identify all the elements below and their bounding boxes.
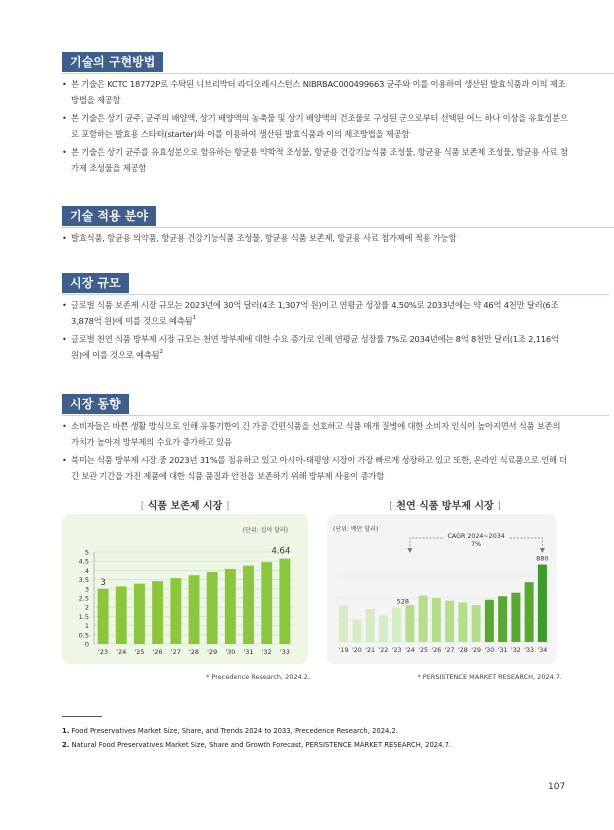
x-tick-label: '27 <box>170 648 181 656</box>
footnote-text: Food Preservatives Market Size, Share, and Trends 2024 to 2033, Precedence Research, 2024.2. <box>71 727 399 735</box>
x-tick-label: '20 <box>352 647 362 654</box>
chart-unit-label: (단위: 백만 달러) <box>333 526 379 533</box>
footnote-text: Natural Food Preservatives Market Size, Share and Growth Forecast, PERSISTENCE MARKET RESEARCH, 2024.7. <box>71 741 452 749</box>
bar <box>352 620 361 642</box>
bar <box>432 598 441 642</box>
y-tick-label: 1 <box>84 622 89 631</box>
bar <box>339 605 348 642</box>
bar <box>261 562 272 644</box>
x-tick-label: '33 <box>524 647 534 654</box>
implementation-list <box>62 76 568 178</box>
footnote-number: 1. <box>62 727 70 735</box>
market-size-list <box>62 297 568 365</box>
bar <box>405 605 414 642</box>
bar <box>279 559 290 644</box>
list-item-text: 글로벌 식품 보존제 시장 규모는 2023년에 30억 달러(4조 1,307억 원)이고 연평균 성장률 4.50%로 2033년에는 약 46억 4천만 달러(6조 3,878억 원)에 이를 것으로 예측됨 <box>71 300 559 326</box>
section-title-market-trend: 시장 동향 <box>62 394 129 414</box>
x-tick-label: '23 <box>98 648 109 656</box>
bar-chart-preservatives <box>62 514 308 664</box>
chart-title-text: 식품 보존제 시장 <box>147 501 223 512</box>
chart-title-natural: [ 천연 식품 방부제 시장 ] <box>389 501 501 512</box>
application-list <box>62 230 568 248</box>
list-item: • 본 기술은 KCTC 18772P로 수탁된 니브리박터 라디오레시스턴스 NIBRBAC000499663 균주와 이를 이용하여 생산된 발효식품과 이의 제조방법을 제공함 <box>62 76 568 108</box>
data-label: 3 <box>100 577 106 588</box>
x-tick-label: '24 <box>116 648 127 656</box>
page-number: 107 <box>548 782 566 792</box>
chart-source-natural: * PERSISTENCE MARKET RESEARCH, 2024.7. <box>417 673 562 681</box>
data-label: 880 <box>536 554 549 563</box>
x-tick-label: '33 <box>279 648 290 656</box>
bar <box>189 575 200 644</box>
y-tick-label: 3 <box>84 585 89 594</box>
x-tick-label: '25 <box>134 648 145 656</box>
y-tick-label: 2.5 <box>78 594 89 603</box>
footnote-ref: 1 <box>192 315 196 321</box>
footnote-ref: 2 <box>159 349 163 355</box>
x-tick-label: '31 <box>497 647 508 654</box>
x-tick-label: '34 <box>537 647 548 654</box>
chart-title-preservatives: [ 식품 보존제 시장 ] <box>140 501 230 512</box>
cagr-value: 7% <box>471 541 482 548</box>
bar <box>538 565 547 642</box>
list-item <box>62 331 568 363</box>
x-tick-label: '29 <box>471 647 481 654</box>
section-title-application: 기술 적용 분야 <box>62 206 156 226</box>
footnote-number: 2. <box>62 741 70 749</box>
bar <box>134 584 145 644</box>
x-tick-label: '31 <box>243 648 254 656</box>
list-item: • 발효식품, 항균용 의약품, 항균용 건강기능식품 조성물, 항균용 식품 보존제, 항균용 사료 첨가제에 적용 가능함 <box>62 230 568 246</box>
bar <box>152 581 163 644</box>
footnote-2 <box>62 741 451 749</box>
x-tick-label: '30 <box>225 648 236 656</box>
bar <box>170 578 181 644</box>
bar-chart-natural <box>327 514 557 664</box>
y-tick-label: 4 <box>84 566 89 575</box>
list-item <box>62 297 568 329</box>
y-tick-label: 1.5 <box>78 612 89 621</box>
bar <box>472 605 481 642</box>
y-tick-label: 0.5 <box>78 631 89 640</box>
x-tick-label: '23 <box>391 647 402 654</box>
bar <box>445 601 454 642</box>
market-trend-list <box>62 418 568 486</box>
data-label: 4.64 <box>271 546 291 557</box>
bar <box>525 582 534 642</box>
x-tick-label: '28 <box>188 648 200 656</box>
x-tick-label: '21 <box>365 647 375 654</box>
data-label: 528 <box>396 597 410 606</box>
x-tick-label: '26 <box>152 648 163 656</box>
section-title-implementation: 기술의 구현방법 <box>62 52 163 72</box>
x-tick-label: '27 <box>444 647 455 654</box>
bar <box>458 602 467 642</box>
x-tick-label: '28 <box>458 647 468 654</box>
x-tick-label: '22 <box>378 647 389 654</box>
x-tick-label: '32 <box>261 648 272 656</box>
footnote-divider <box>62 716 102 717</box>
section-title-market-size: 시장 규모 <box>62 273 129 293</box>
bar <box>98 589 109 644</box>
list-item: • 본 기술은 상기 균주를 유효성분으로 함유하는 항균용 약학적 조성물, 항균용 건강기능식품 조성물, 항균용 식품 보존제 조성물, 항균용 사료 첨가제 조성물을 제공함 <box>62 144 568 176</box>
x-tick-label: '30 <box>484 647 495 654</box>
y-tick-label: 0 <box>84 640 89 649</box>
bar <box>419 596 428 642</box>
bar <box>379 616 388 642</box>
y-tick-label: 4.5 <box>78 557 89 566</box>
bar <box>498 596 507 642</box>
bar <box>485 600 494 642</box>
x-tick-label: '32 <box>511 647 521 654</box>
list-item: • 본 기술은 상기 균주, 균주의 배양액, 상기 배양액의 농축물 및 상기 배양액의 건조물로 구성된 군으로부터 선택된 어느 하나 이상을 유효성분으로 포함하는 발효용 스타터(starter)와 이를 이용하여 생산된 발효식품과 이의 제조방법을 제공함 <box>62 110 568 142</box>
list-item: • 소비자들은 바쁜 생활 방식으로 인해 유통기한이 긴 가공 간편식품을 선호하고 식품 매개 질병에 대한 소비자 인식이 높아지면서 식품 보존의 가치가 높아져 방부제의 수요가 증가하고 있음 <box>62 418 568 450</box>
bar <box>243 566 254 644</box>
chart-unit-label: (단위: 십억 달러) <box>242 527 288 534</box>
chart-title-text: 천연 식품 방부제 시장 <box>396 501 494 512</box>
x-tick-label: '29 <box>207 648 218 656</box>
bar <box>366 609 375 642</box>
y-tick-label: 2 <box>84 603 89 612</box>
list-item-text: 글로벌 천연 식품 방부제 시장 규모는 천연 방부제에 대한 수요 증가로 인해 연평균 성장률 7%로 2034년에는 8억 8천만 달러(1조 2,116억 원)에 이를 것으로 예측됨 <box>71 334 559 360</box>
y-tick-label: 5 <box>84 548 89 557</box>
x-tick-label: '19 <box>338 647 349 654</box>
list-item: • 북미는 식품 방부제 시장 중 2023년 31%를 점유하고 있고 아시아-태평양 시장이 가장 빠르게 성장하고 있고 또한, 온라인 식료품으로 인해 더 긴 보관 기간을 가진 제품에 대한 식품 품질과 안전을 보존하기 위해 방부제 사용이 증가함 <box>62 452 568 484</box>
bar <box>511 593 520 642</box>
y-tick-label: 3.5 <box>78 576 89 585</box>
chart-source-preservatives: * Precedence Research, 2024.2. <box>206 673 310 681</box>
cagr-arrow-right <box>540 548 545 553</box>
cagr-arrow-left <box>407 548 412 553</box>
x-tick-label: '25 <box>418 647 428 654</box>
footnote-1 <box>62 727 398 735</box>
bar <box>207 572 218 644</box>
bar <box>392 608 401 642</box>
x-tick-label: '26 <box>431 647 442 654</box>
x-tick-label: '24 <box>405 647 415 654</box>
bar <box>116 586 127 644</box>
bar <box>225 569 236 644</box>
cagr-label: CAGR 2024~2034 <box>447 533 505 540</box>
